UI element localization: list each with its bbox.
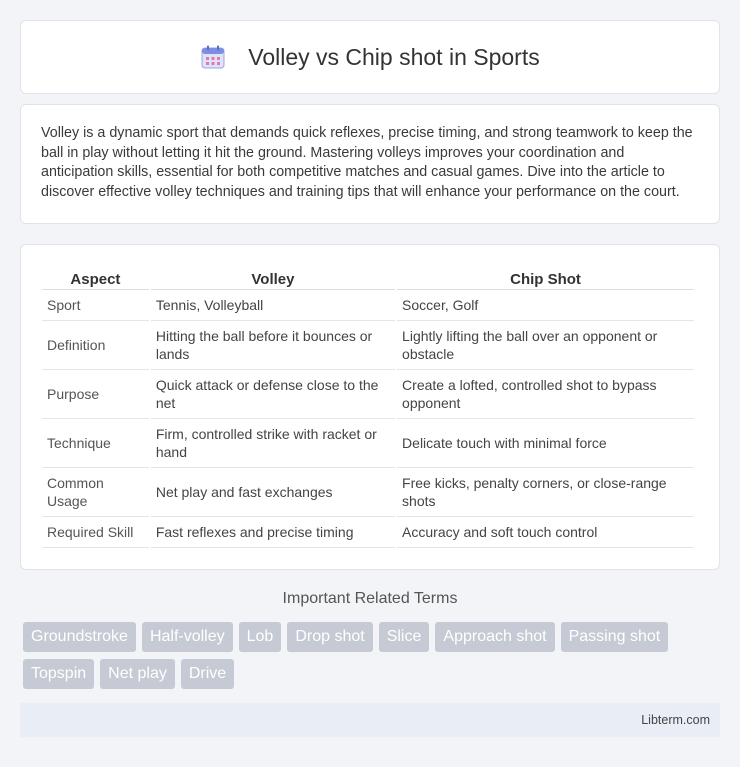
page-title: Volley vs Chip shot in Sports [248, 43, 540, 70]
tag-net-play[interactable]: Net play [100, 659, 175, 689]
table-row [42, 468, 694, 517]
header-card [20, 20, 720, 94]
intro-text: Volley is a dynamic sport that demands quick reflexes, precise timing, and strong teamwork to keep the ball in play without letting it hit the ground. Mastering volleys improves your coordination and anticipation skills, essential for both competitive matches and casual games. Dive into the article to discover effective volley techniques and training tips that will enhance your performance on the court. [41, 125, 693, 201]
related-terms-title: Important Related Terms [282, 590, 458, 607]
table-cell: Common Usage [42, 468, 149, 517]
column-header: Volley [151, 265, 395, 290]
footer [20, 703, 720, 737]
column-header: Chip Shot [397, 265, 694, 290]
table-cell: Technique [42, 419, 149, 468]
table-cell: Quick attack or defense close to the net [151, 370, 395, 419]
footer-link[interactable]: Libterm.com [641, 713, 710, 727]
table-cell: Free kicks, penalty corners, or close-range shots [397, 468, 694, 517]
tag-passing-shot[interactable]: Passing shot [561, 622, 669, 652]
table-row [42, 517, 694, 548]
table-cell: Lightly lifting the ball over an opponent or obstacle [397, 321, 694, 370]
tag-drop-shot[interactable]: Drop shot [287, 622, 372, 652]
tag-drive[interactable]: Drive [181, 659, 234, 689]
tag-half-volley[interactable]: Half-volley [142, 622, 233, 652]
table-row [42, 290, 694, 321]
table-cell: Accuracy and soft touch control [397, 517, 694, 548]
comparison-table [40, 265, 696, 548]
table-row [42, 370, 694, 419]
comparison-card [20, 244, 720, 570]
intro-card [20, 104, 720, 224]
table-cell: Firm, controlled strike with racket or hand [151, 419, 395, 468]
tag-topspin[interactable]: Topspin [23, 659, 94, 689]
table-cell: Required Skill [42, 517, 149, 548]
tag-lob[interactable]: Lob [239, 622, 282, 652]
calendar-icon [200, 44, 226, 70]
tag-approach-shot[interactable]: Approach shot [435, 622, 554, 652]
tag-slice[interactable]: Slice [379, 622, 430, 652]
table-cell: Net play and fast exchanges [151, 468, 395, 517]
table-cell: Delicate touch with minimal force [397, 419, 694, 468]
table-cell: Create a lofted, controlled shot to bypass opponent [397, 370, 694, 419]
table-cell: Definition [42, 321, 149, 370]
table-cell: Purpose [42, 370, 149, 419]
table-cell: Hitting the ball before it bounces or lands [151, 321, 395, 370]
related-terms-list [23, 622, 723, 689]
table-row [42, 321, 694, 370]
tag-groundstroke[interactable]: Groundstroke [23, 622, 136, 652]
table-cell: Fast reflexes and precise timing [151, 517, 395, 548]
table-header-row [42, 265, 694, 290]
table-cell: Sport [42, 290, 149, 321]
column-header: Aspect [42, 265, 149, 290]
table-cell: Tennis, Volleyball [151, 290, 395, 321]
table-cell: Soccer, Golf [397, 290, 694, 321]
table-row [42, 419, 694, 468]
